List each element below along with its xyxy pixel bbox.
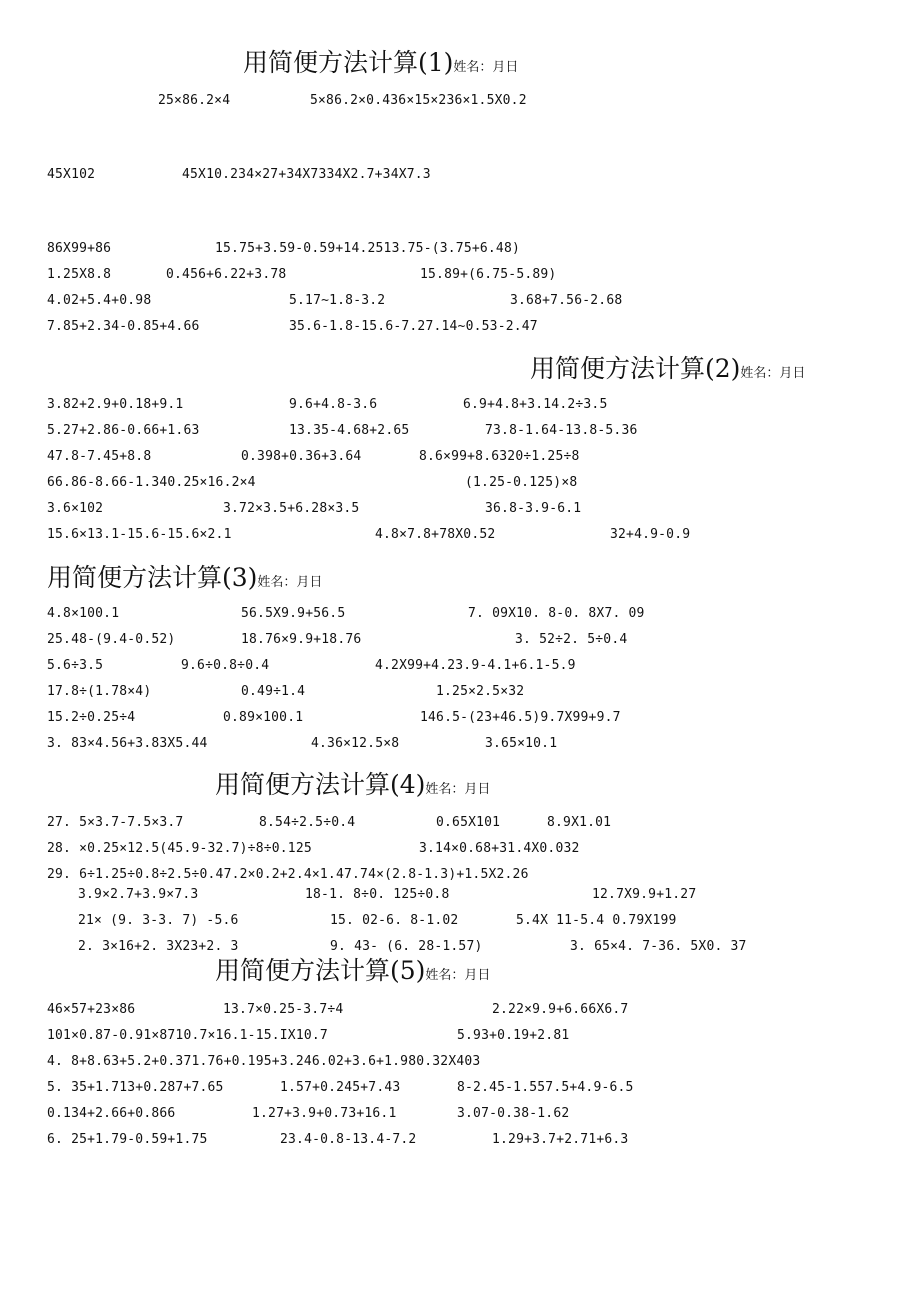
problem: 35.6-1.8-15.6-7.27.14~0.53-2.47 — [289, 319, 538, 334]
problem: 0.65X101 — [436, 815, 501, 830]
problem: 21× (9. 3-3. 7) -5.6 — [78, 913, 239, 928]
problem: 45X102 — [47, 167, 96, 182]
problem: 0.398+0.36+3.64 — [241, 449, 362, 464]
section-5-heading: 用简便方法计算(5) — [215, 956, 426, 985]
problem: 5. 35+1.713+0.287+7.65 — [47, 1080, 224, 1095]
problem: 3.72×3.5+6.28×3.5 — [223, 501, 360, 516]
problem: 9.6÷0.8÷0.4 — [181, 658, 270, 673]
problem: 32+4.9-0.9 — [610, 527, 691, 542]
problem: 3. 83×4.56+3.83X5.44 — [47, 736, 208, 751]
problem: 3.6×102 — [47, 501, 104, 516]
problem: 3. 52÷2. 5÷0.4 — [515, 632, 628, 647]
problem: 13.7×0.25-3.7÷4 — [223, 1002, 344, 1017]
problem: 5.6÷3.5 — [47, 658, 104, 673]
problem: 2.22×9.9+6.66X6.7 — [492, 1002, 629, 1017]
problem: 25.48-(9.4-0.52) — [47, 632, 176, 647]
problem: 0.134+2.66+0.866 — [47, 1106, 176, 1121]
problem: 3.65×10.1 — [485, 736, 558, 751]
problem: 8.9X1.01 — [547, 815, 612, 830]
problem: 4. 8+8.63+5.2+0.371.76+0.195+3.246.02+3.6+1.980.32X403 — [47, 1054, 481, 1069]
section-2-title — [530, 356, 805, 381]
problem: (1.25-0.125)×8 — [465, 475, 578, 490]
problem: 15.75+3.59-0.59+14.2513.75-(3.75+6.48) — [215, 241, 521, 256]
problem: 56.5X9.9+56.5 — [241, 606, 346, 621]
problem: 6. 25+1.79-0.59+1.75 — [47, 1132, 208, 1147]
problem: 23.4-0.8-13.4-7.2 — [280, 1132, 417, 1147]
problem: 3.14×0.68+31.4X0.032 — [419, 841, 580, 856]
problem: 146.5-(23+46.5)9.7X99+9.7 — [420, 710, 621, 725]
section-2-heading: 用简便方法计算(2) — [530, 354, 741, 383]
section-3-suffix: 姓名：月日 — [257, 575, 323, 590]
problem: 9.6+4.8-3.6 — [289, 397, 378, 412]
problem: 8-2.45-1.557.5+4.9-6.5 — [457, 1080, 634, 1095]
problem: 1.25×2.5×32 — [436, 684, 525, 699]
section-2-suffix: 姓名：月日 — [740, 366, 806, 381]
problem: 18-1. 8÷0. 125÷0.8 — [305, 887, 450, 902]
problem: 1.25X8.8 — [47, 267, 112, 282]
problem: 3.82+2.9+0.18+9.1 — [47, 397, 184, 412]
section-3-heading: 用简便方法计算(3) — [47, 563, 258, 592]
problem: 18.76×9.9+18.76 — [241, 632, 362, 647]
problem: 4.8×100.1 — [47, 606, 120, 621]
problem: 8.54÷2.5÷0.4 — [259, 815, 356, 830]
problem: 6.9+4.8+3.14.2÷3.5 — [463, 397, 608, 412]
section-4-title — [215, 772, 490, 797]
problem: 73.8-1.64-13.8-5.36 — [485, 423, 638, 438]
problem: 86X99+86 — [47, 241, 112, 256]
problem: 1.57+0.245+7.43 — [280, 1080, 401, 1095]
problem: 1.27+3.9+0.73+16.1 — [252, 1106, 397, 1121]
problem: 0.456+6.22+3.78 — [166, 267, 287, 282]
problem: 15.2÷0.25÷4 — [47, 710, 136, 725]
section-4-heading: 用简便方法计算(4) — [215, 770, 426, 799]
section-1-title — [243, 50, 518, 75]
problem: 12.7X9.9+1.27 — [592, 887, 697, 902]
problem: 7. 09X10. 8-0. 8X7. 09 — [468, 606, 645, 621]
section-1-suffix: 姓名：月日 — [453, 60, 519, 75]
problem: 5.4X 11-5.4 0.79X199 — [516, 913, 677, 928]
problem: 36.8-3.9-6.1 — [485, 501, 582, 516]
problem: 4.8×7.8+78X0.52 — [375, 527, 496, 542]
problem: 4.2X99+4.23.9-4.1+6.1-5.9 — [375, 658, 576, 673]
problem: 3.9×2.7+3.9×7.3 — [78, 887, 199, 902]
problem: 4.36×12.5×8 — [311, 736, 400, 751]
problem: 28. ×0.25×12.5(45.9-32.7)÷8÷0.125 — [47, 841, 312, 856]
problem: 7.85+2.34-0.85+4.66 — [47, 319, 200, 334]
problem: 3.07-0.38-1.62 — [457, 1106, 570, 1121]
problem: 25×86.2×4 — [158, 93, 231, 108]
problem: 2. 3×16+2. 3X23+2. 3 — [78, 939, 239, 954]
problem: 4.02+5.4+0.98 — [47, 293, 152, 308]
problem: 47.8-7.45+8.8 — [47, 449, 152, 464]
problem: 5.27+2.86-0.66+1.63 — [47, 423, 200, 438]
section-5-title — [215, 958, 490, 983]
problem: 15.89+(6.75-5.89) — [420, 267, 557, 282]
section-1-heading: 用简便方法计算(1) — [243, 48, 454, 77]
problem: 45X10.234×27+34X7334X2.7+34X7.3 — [182, 167, 431, 182]
problem: 0.49÷1.4 — [241, 684, 306, 699]
section-3-title — [47, 565, 322, 590]
section-4-suffix: 姓名：月日 — [425, 782, 491, 797]
problem: 17.8÷(1.78×4) — [47, 684, 152, 699]
problem: 3. 65×4. 7-36. 5X0. 37 — [570, 939, 747, 954]
problem: 1.29+3.7+2.71+6.3 — [492, 1132, 629, 1147]
problem: 5×86.2×0.436×15×236×1.5X0.2 — [310, 93, 527, 108]
problem: 15. 02-6. 8-1.02 — [330, 913, 459, 928]
problem: 8.6×99+8.6320÷1.25÷8 — [419, 449, 580, 464]
problem: 101×0.87-0.91×8710.7×16.1-15.IX10.7 — [47, 1028, 328, 1043]
problem: 66.86-8.66-1.340.25×16.2×4 — [47, 475, 256, 490]
problem: 27. 5×3.7-7.5×3.7 — [47, 815, 184, 830]
problem: 5.93+0.19+2.81 — [457, 1028, 570, 1043]
problem: 0.89×100.1 — [223, 710, 304, 725]
problem: 46×57+23×86 — [47, 1002, 136, 1017]
section-5-suffix: 姓名：月日 — [425, 968, 491, 983]
problem: 5.17~1.8-3.2 — [289, 293, 386, 308]
problem: 15.6×13.1-15.6-15.6×2.1 — [47, 527, 232, 542]
problem: 29. 6÷1.25÷0.8÷2.5÷0.47.2×0.2+2.4×1.47.74×(2.8-1.3)+1.5X2.26 — [47, 867, 529, 882]
problem: 13.35-4.68+2.65 — [289, 423, 410, 438]
problem: 9. 43- (6. 28-1.57) — [330, 939, 483, 954]
problem: 3.68+7.56-2.68 — [510, 293, 623, 308]
